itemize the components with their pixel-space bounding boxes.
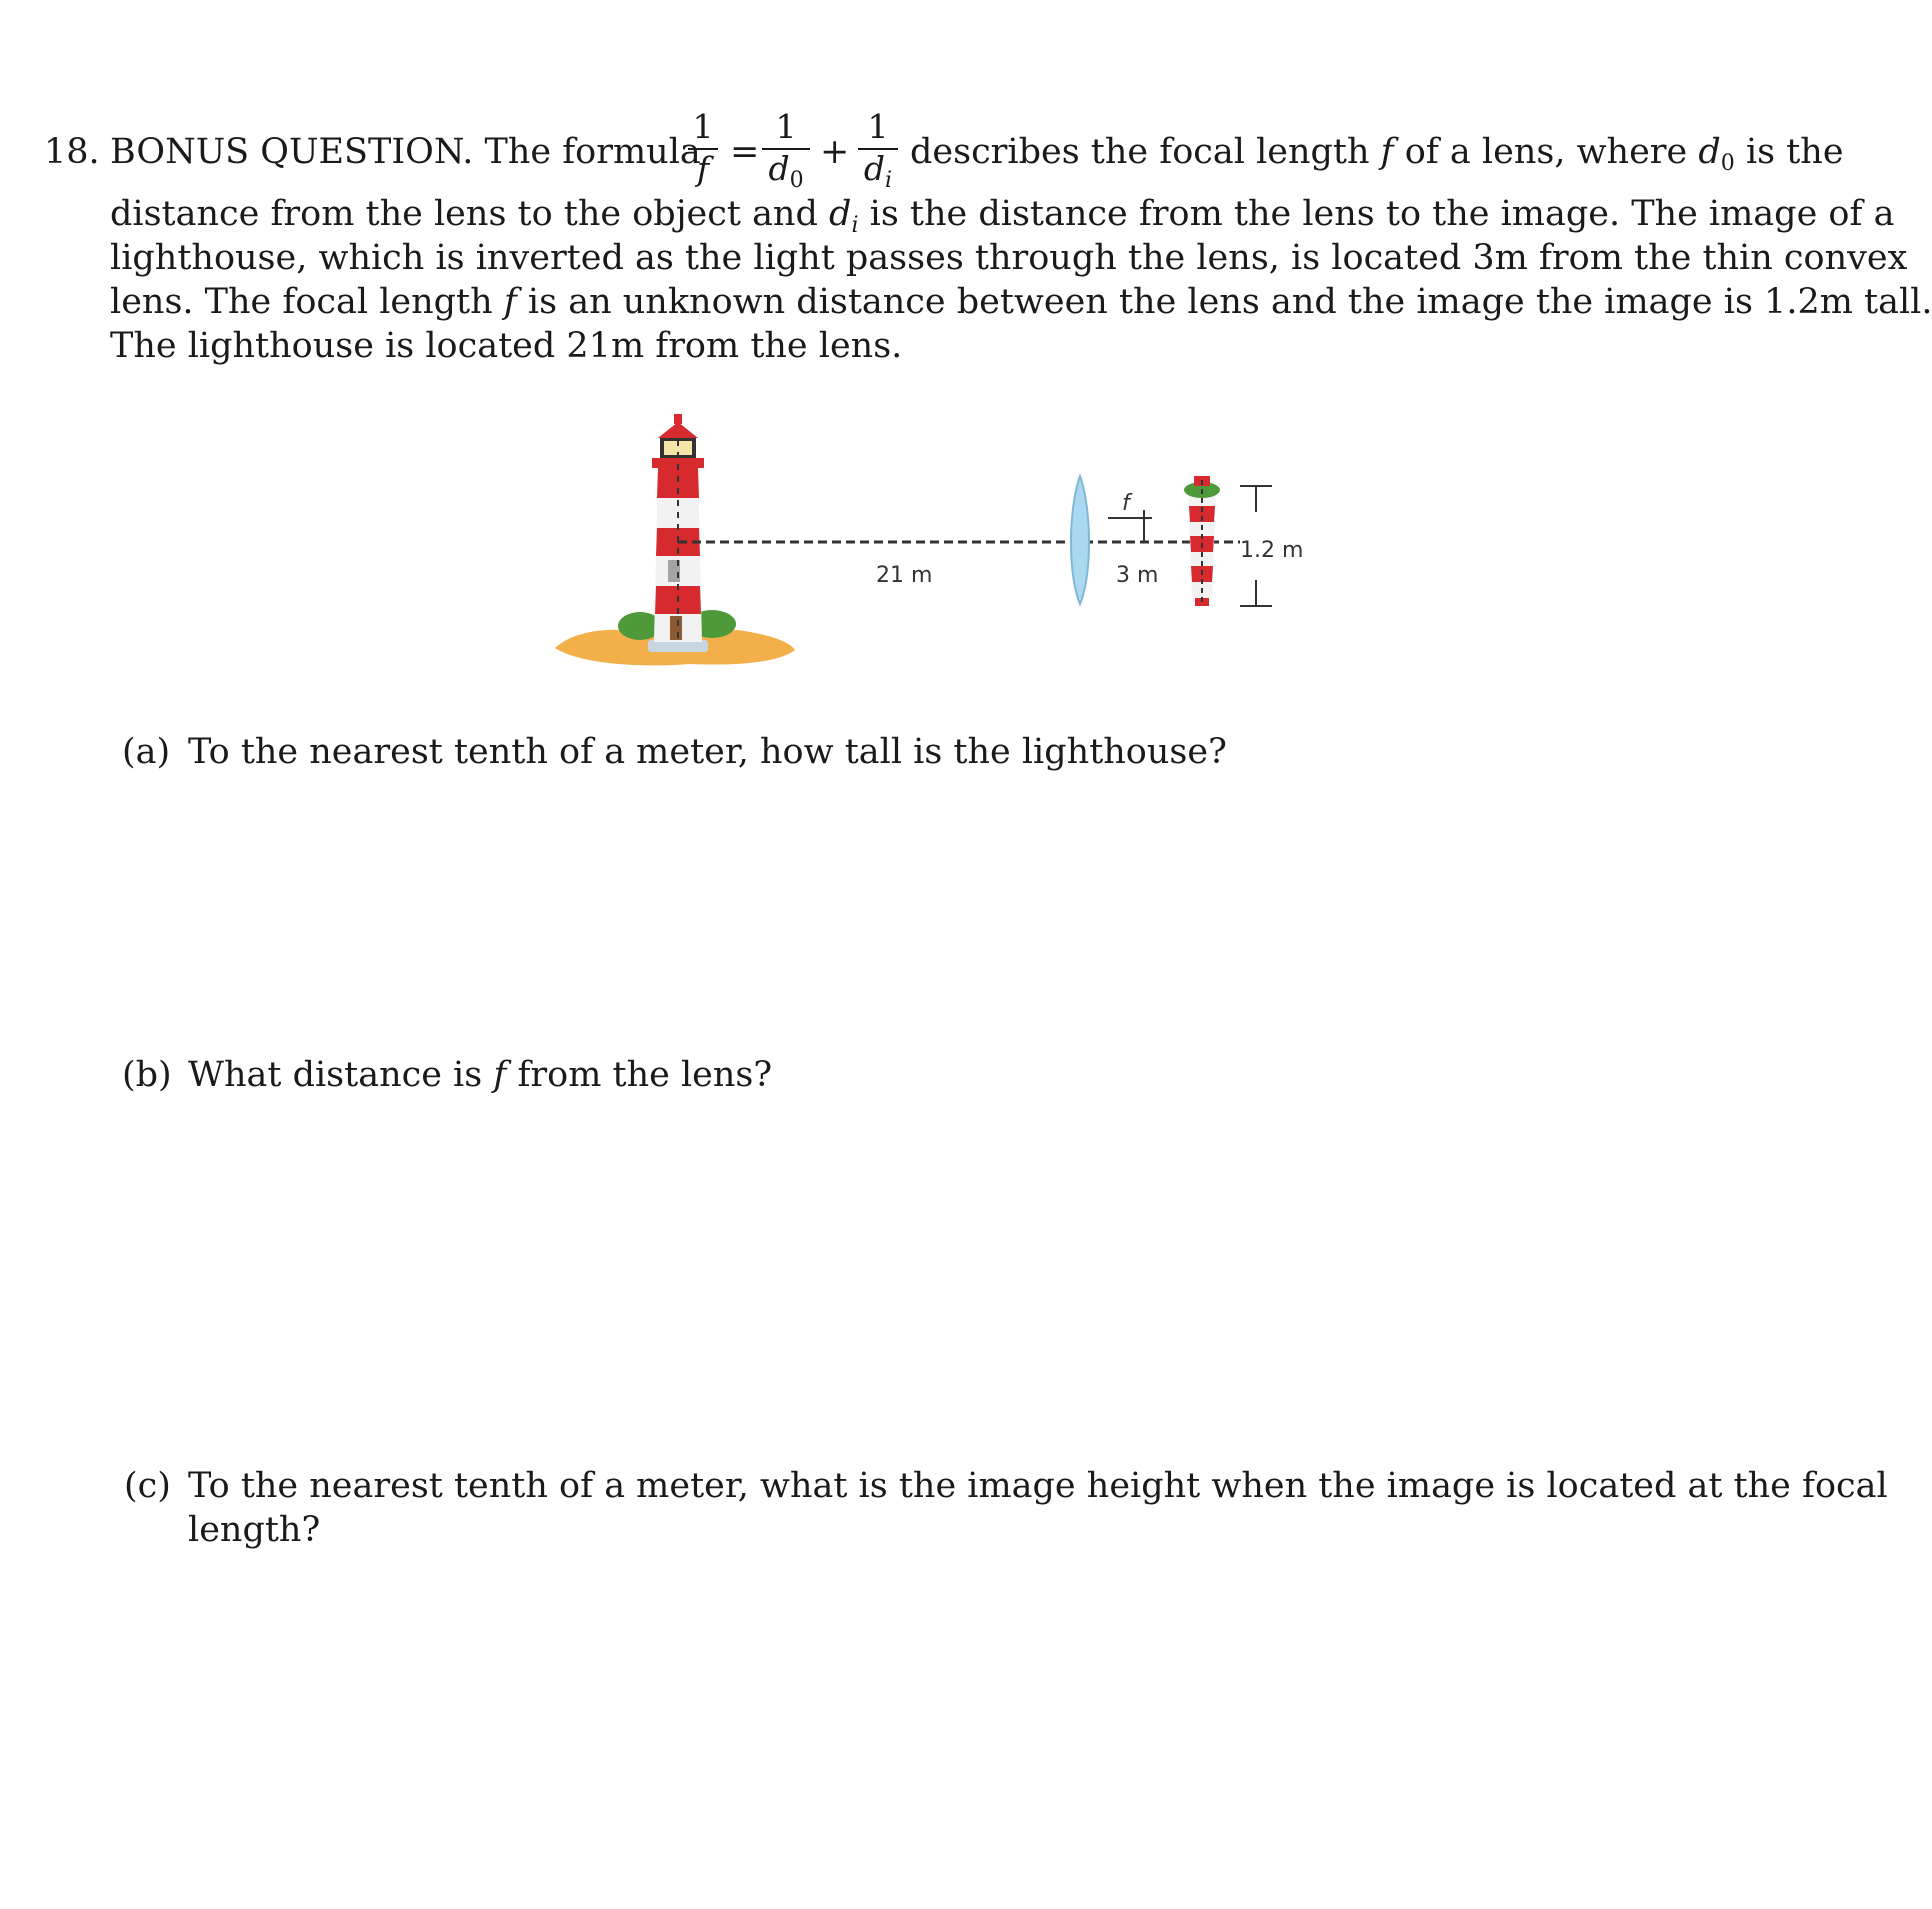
question-line-4: lens. The focal length f is an unknown distance between the lens and the image the image is 1.2m tall. [110, 282, 1932, 322]
part-a-label: (a) [122, 732, 171, 772]
formula-equals: = [730, 132, 760, 172]
formula-term1-fraction: 1 $d_0$ [762, 110, 810, 198]
image-height-label: 1.2 m [1240, 538, 1304, 563]
question-formula-description: describes the focal length f of a lens, where $d_0$ is the [910, 132, 1844, 176]
question-number: 18. [44, 132, 100, 172]
lens-diagram [540, 410, 1340, 680]
lighthouse [648, 414, 708, 652]
part-b-label: (b) [122, 1055, 172, 1095]
question-line-3: lighthouse, which is inverted as the light passes through the lens, is located 3m from the thin convex [110, 238, 1908, 278]
question-lead: BONUS QUESTION. The formula [110, 132, 701, 172]
formula-term2-fraction: 1 $d_i$ [858, 110, 898, 198]
question-line-2: distance from the lens to the object and $d_i$ is the distance from the lens to the image. The image of a [110, 194, 1895, 238]
convex-lens [1071, 476, 1089, 604]
image-distance-label: 3 m [1116, 563, 1159, 588]
part-b-text: What distance is f from the lens? [188, 1055, 773, 1095]
part-c-label: (c) [124, 1466, 171, 1506]
focal-length-label: f [1122, 491, 1130, 516]
part-c-text-line2: length? [188, 1510, 321, 1550]
object-distance-label: 21 m [876, 563, 933, 588]
question-line-5: The lighthouse is located 21m from the lens. [110, 326, 903, 366]
formula-lhs-fraction: 1 f [688, 110, 718, 186]
part-a-text: To the nearest tenth of a meter, how tall is the lighthouse? [188, 732, 1227, 772]
question-first-line [110, 107, 1844, 200]
formula-plus: + [820, 132, 850, 172]
part-c-text-line1: To the nearest tenth of a meter, what is the image height when the image is located at the focal [188, 1466, 1888, 1506]
